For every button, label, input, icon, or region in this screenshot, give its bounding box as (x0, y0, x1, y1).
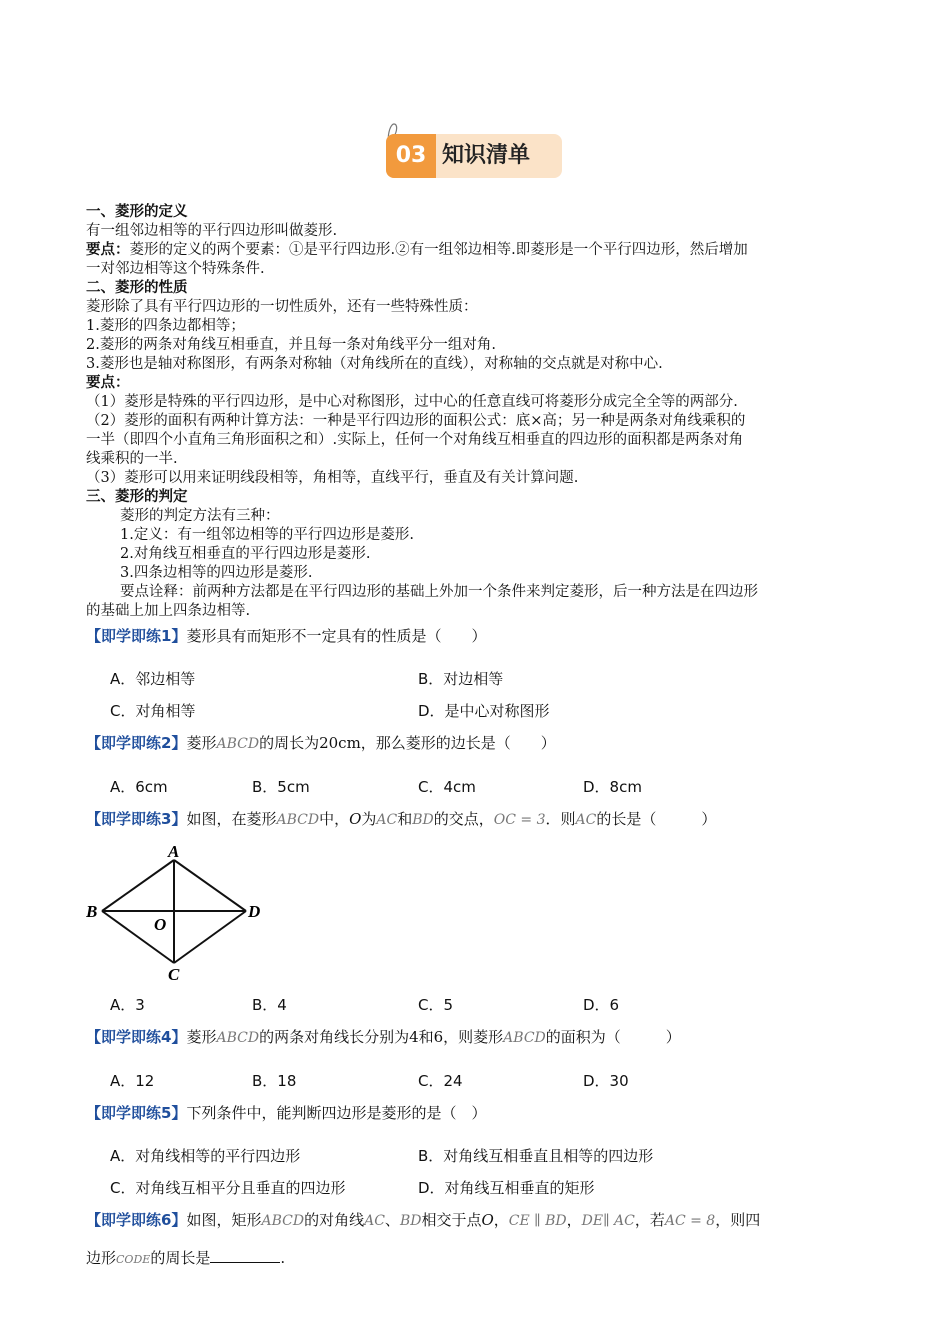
math-expr: CODE (116, 1253, 151, 1266)
option-b[interactable]: B．18 (252, 1072, 297, 1090)
math-expr: O (349, 810, 362, 828)
answer-blank[interactable] (210, 1248, 280, 1263)
section2-key-line: （2）菱形的面积有两种计算方法：一种是平行四边形的面积公式：底×高；另一种是两条对角线乘积的 (86, 413, 746, 429)
section2-title: 二、菱形的性质 (86, 280, 188, 296)
question-5 (86, 1102, 866, 1124)
question-1 (86, 625, 866, 647)
question-tag: 【即学即练3】 (86, 810, 187, 828)
section3-title: 三、菱形的判定 (86, 489, 188, 505)
option-b[interactable]: B．对边相等 (418, 670, 504, 688)
question-text: 相交于点 (421, 1211, 482, 1229)
question-3-options (86, 988, 866, 1020)
math-expr: ABCD (261, 1213, 305, 1229)
option-b[interactable]: B．4 (252, 996, 287, 1014)
question-1-options (86, 694, 866, 726)
option-a[interactable]: A．3 (110, 996, 145, 1014)
question-3 (86, 808, 866, 831)
math-expr: ABCD (216, 736, 260, 752)
question-text: 的对角线 (304, 1211, 365, 1229)
math-expr: BD (412, 812, 434, 828)
question-tag: 【即学即练5】 (86, 1104, 187, 1122)
question-text: 和 (397, 810, 413, 828)
question-1-options (86, 662, 866, 694)
math-expr: BD (399, 1213, 422, 1229)
option-d[interactable]: D．8cm (583, 778, 642, 796)
document-body (86, 203, 866, 1286)
option-d[interactable]: D．30 (583, 1072, 629, 1090)
option-a[interactable]: A．6cm (110, 778, 168, 796)
question-tag: 【即学即练2】 (86, 734, 187, 752)
question-text: 的交点， (433, 810, 494, 828)
question-text: ．则 (545, 810, 576, 828)
question-text: 下列条件中，能判断四边形是菱形的是（ ） (186, 1104, 487, 1122)
question-6-line2 (86, 1247, 866, 1271)
question-text: 如图，矩形 (186, 1211, 262, 1229)
section1-text: 有一组邻边相等的平行四边形叫做菱形. (86, 223, 338, 239)
section2-key-line: （1）菱形是特殊的平行四边形，是中心对称图形，过中心的任意直线可将菱形分成完全全等的两部分. (86, 394, 738, 410)
question-text: 的周长为20cm，那么菱形的边长是（ ） (259, 734, 556, 752)
option-a[interactable]: A．对角线相等的平行四边形 (110, 1147, 301, 1165)
section3-line: 1.定义：有一组邻边相等的平行四边形是菱形. (120, 527, 414, 543)
section2-line: 1.菱形的四条边都相等； (86, 318, 245, 334)
question-text: 如图，在菱形 (186, 810, 277, 828)
banner-title: 知识清单 (442, 143, 531, 168)
math-expr: AC (575, 812, 597, 828)
section1-key-cont: 一对邻边相等这个特殊条件. (86, 261, 265, 277)
section3-line: 2.对角线互相垂直的平行四边形是菱形. (120, 546, 371, 562)
question-5-options (86, 1139, 866, 1171)
math-expr: OC = 3 (493, 812, 546, 828)
question-text: 的长是（ ） (596, 810, 717, 828)
question-text: ，则四 (715, 1211, 761, 1229)
question-text: 菱形 (186, 1028, 217, 1046)
section1-key (86, 241, 866, 260)
option-d[interactable]: D．6 (583, 996, 620, 1014)
math-expr: AC (376, 812, 398, 828)
vertex-a-label: A (168, 846, 180, 861)
question-2-options (86, 770, 866, 802)
question-text: ， (493, 1211, 509, 1229)
vertex-c-label: C (168, 965, 180, 982)
question-5-options (86, 1171, 866, 1203)
question-text: 的两条对角线长分别为4和6，则菱形 (259, 1028, 504, 1046)
option-a[interactable]: A．12 (110, 1072, 155, 1090)
section1-title: 一、菱形的定义 (86, 204, 188, 220)
banner-number: 03 (386, 134, 436, 178)
question-text: 菱形具有而矩形不一定具有的性质是（ ） (186, 627, 487, 645)
section2-key-line: 线乘积的一半. (86, 451, 178, 467)
edge-ad (174, 860, 246, 911)
question-text: ，若 (634, 1211, 665, 1229)
section2-line: 菱形除了具有平行四边形的一切性质外，还有一些特殊性质： (86, 299, 478, 315)
question-text: 菱形 (186, 734, 217, 752)
section3-line: 菱形的判定方法有三种： (120, 508, 280, 524)
edge-ab (102, 860, 174, 911)
math-expr: ABCD (503, 1030, 546, 1046)
option-c[interactable]: C．对角线互相平分且垂直的四边形 (110, 1179, 346, 1197)
math-expr: ABCD (276, 812, 320, 828)
section2-line: 3.菱形也是轴对称图形，有两条对称轴（对角线所在的直线），对称轴的交点就是对称中心. (86, 356, 663, 372)
question-text: 中， (319, 810, 350, 828)
section-banner (384, 120, 568, 182)
question-4-options (86, 1064, 866, 1096)
math-expr: O (481, 1211, 494, 1229)
math-expr: DE∥ AC (581, 1213, 635, 1229)
section2-line: 2.菱形的两条对角线互相垂直，并且每一条对角线平分一组对角. (86, 337, 496, 353)
section3-line: 3.四条边相等的四边形是菱形. (120, 565, 313, 581)
section2-key-label: 要点： (86, 375, 130, 391)
section3-line: 要点诠释：前两种方法都是在平行四边形的基础上外加一个条件来判定菱形，后一种方法是在四边形 (120, 584, 758, 600)
question-4 (86, 1026, 866, 1049)
option-c[interactable]: C．对角相等 (110, 702, 196, 720)
math-expr: ABCD (216, 1030, 260, 1046)
option-c[interactable]: C．4cm (418, 778, 476, 796)
vertex-d-label: D (248, 902, 261, 921)
rhombus-figure (86, 846, 276, 982)
question-text: 边形 (86, 1249, 117, 1267)
option-a[interactable]: A．邻边相等 (110, 670, 196, 688)
question-tag: 【即学即练1】 (86, 627, 187, 645)
question-text: . (280, 1249, 286, 1267)
vertex-b-label: B (86, 902, 98, 921)
question-text: ， (566, 1211, 582, 1229)
option-c[interactable]: C．24 (418, 1072, 463, 1090)
math-expr: CE ∥ BD (508, 1213, 567, 1229)
option-d[interactable]: D．是中心对称图形 (418, 702, 550, 720)
option-b[interactable]: B．5cm (252, 778, 310, 796)
option-c[interactable]: C．5 (418, 996, 454, 1014)
question-tag: 【即学即练6】 (86, 1211, 187, 1229)
question-tag: 【即学即练4】 (86, 1028, 187, 1046)
section2-key-line: （3）菱形可以用来证明线段相等，角相等，直线平行，垂直及有关计算问题. (86, 470, 579, 486)
edge-cd (174, 911, 246, 963)
option-d[interactable]: D．对角线互相垂直的矩形 (418, 1179, 595, 1197)
question-6 (86, 1209, 866, 1232)
option-b[interactable]: B．对角线互相垂直且相等的四边形 (418, 1147, 654, 1165)
key-text: 菱形的定义的两个要素：①是平行四边形.②有一组邻边相等.即菱形是一个平行四边形，然后增加 (129, 242, 748, 258)
key-label: 要点： (86, 242, 130, 258)
section2-key-line: 一半（即四个小直角三角形面积之和）.实际上，任何一个对角线互相垂直的四边形的面积都是两条对角 (86, 432, 744, 448)
center-o-label: O (154, 915, 167, 934)
question-text: 为 (361, 810, 377, 828)
question-2 (86, 732, 866, 755)
question-text: 的面积为（ ） (545, 1028, 681, 1046)
question-text: 、 (384, 1211, 400, 1229)
math-expr: AC (364, 1213, 385, 1229)
math-expr: AC = 8 (664, 1213, 716, 1229)
question-text: 的周长是 (150, 1249, 211, 1267)
section3-line: 的基础上加上四条边相等. (86, 603, 251, 619)
